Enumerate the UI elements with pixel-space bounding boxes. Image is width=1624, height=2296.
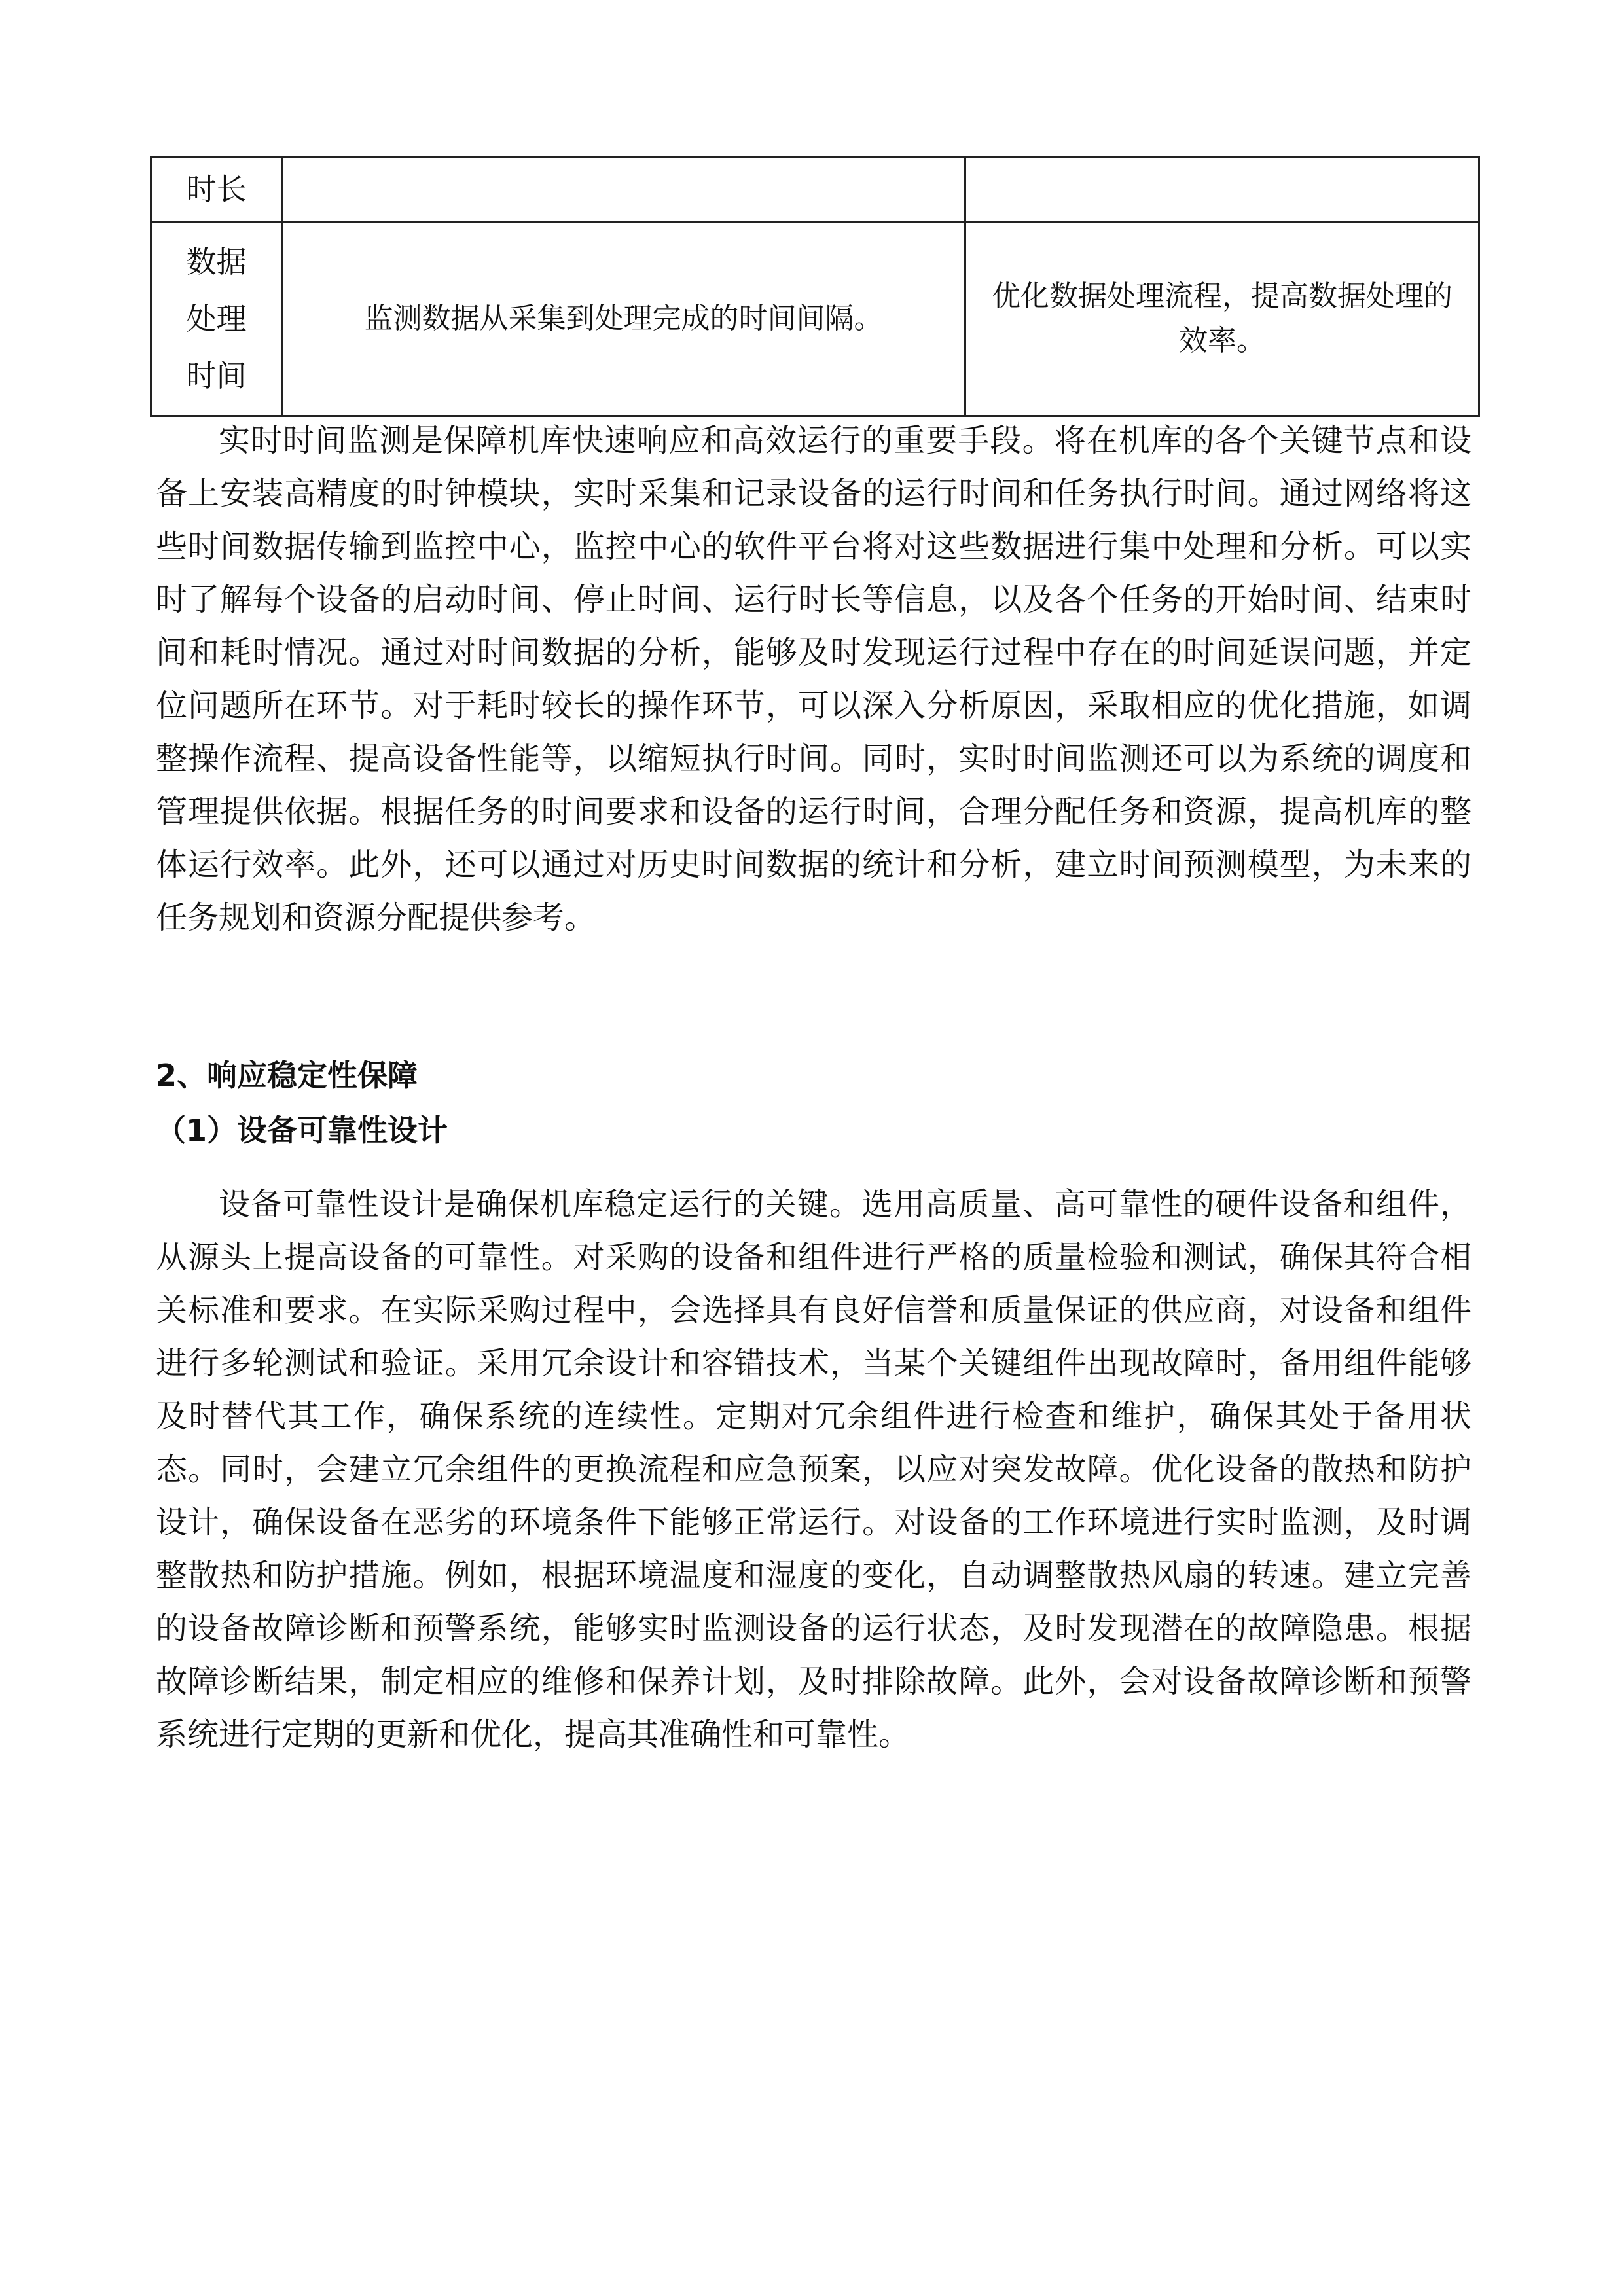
table-row [151, 157, 1479, 222]
row-label: 时长 [186, 171, 247, 207]
row-label-line: 时间 [186, 357, 247, 393]
body-paragraph: 设备可靠性设计是确保机库稳定运行的关键。选用高质量、高可靠性的硬件设备和组件，从源头上提高设备的可靠性。对采购的设备和组件进行严格的质量检验和测试，确保其符合相关标准和要求。在实际采购过程中，会选择具有良好信誉和质量保证的供应商，对设备和组件进行多轮测试和验证。采用冗余设计和容错技术，当某个关键组件出现故障时，备用组件能够及时替代其工作，确保系统的连续性。定期对冗余组件进行检查和维护，确保其处于备用状态。同时，会建立冗余组件的更换流程和应急预案，以应对突发故障。优化设备的散热和防护设计，确保设备在恶劣的环境条件下能够正常运行。对设备的工作环境进行实时监测，及时调整散热和防护措施。例如，根据环境温度和湿度的变化，自动调整散热风扇的转速。建立完善的设备故障诊断和预警系统，能够实时监测设备的运行状态，及时发现潜在的故障隐患。根据故障诊断结果，制定相应的维修和保养计划，及时排除故障。此外，会对设备故障诊断和预警系统进行定期的更新和优化，提高其准确性和可靠性。 [156, 1186, 1471, 1753]
table-cell-measure [965, 157, 1479, 222]
row-label-line: 处理 [186, 300, 247, 336]
table-cell-description [282, 157, 965, 222]
table-cell-description: 监测数据从采集到处理完成的时间间隔。 [282, 222, 965, 416]
table-cell-label [151, 222, 282, 416]
table-row [151, 222, 1479, 416]
row-label [184, 234, 249, 404]
measure-text: 优化数据处理流程，提高数据处理的效率。 [992, 279, 1453, 357]
table-cell-label [151, 157, 282, 222]
subsection-heading: （1）设备可靠性设计 [156, 1113, 448, 1148]
metrics-table [150, 156, 1480, 417]
row-label-line: 数据 [186, 243, 247, 279]
body-paragraph: 实时时间监测是保障机库快速响应和高效运行的重要手段。将在机库的各个关键节点和设备上安装高精度的时钟模块，实时采集和记录设备的运行时间和任务执行时间。通过网络将这些时间数据传输到监控中心，监控中心的软件平台将对这些数据进行集中处理和分析。可以实时了解每个设备的启动时间、停止时间、运行时长等信息，以及各个任务的开始时间、结束时间和耗时情况。通过对时间数据的分析，能够及时发现运行过程中存在的时间延误问题，并定位问题所在环节。对于耗时较长的操作环节，可以深入分析原因，采取相应的优化措施，如调整操作流程、提高设备性能等，以缩短执行时间。同时，实时时间监测还可以为系统的调度和管理提供依据。根据任务的时间要求和设备的运行时间，合理分配任务和资源，提高机库的整体运行效率。此外，还可以通过对历史时间数据的统计和分析，建立时间预测模型，为未来的任务规划和资源分配提供参考。 [156, 422, 1471, 936]
section-heading: 2、响应稳定性保障 [156, 1058, 418, 1093]
table-cell-measure [965, 222, 1479, 416]
